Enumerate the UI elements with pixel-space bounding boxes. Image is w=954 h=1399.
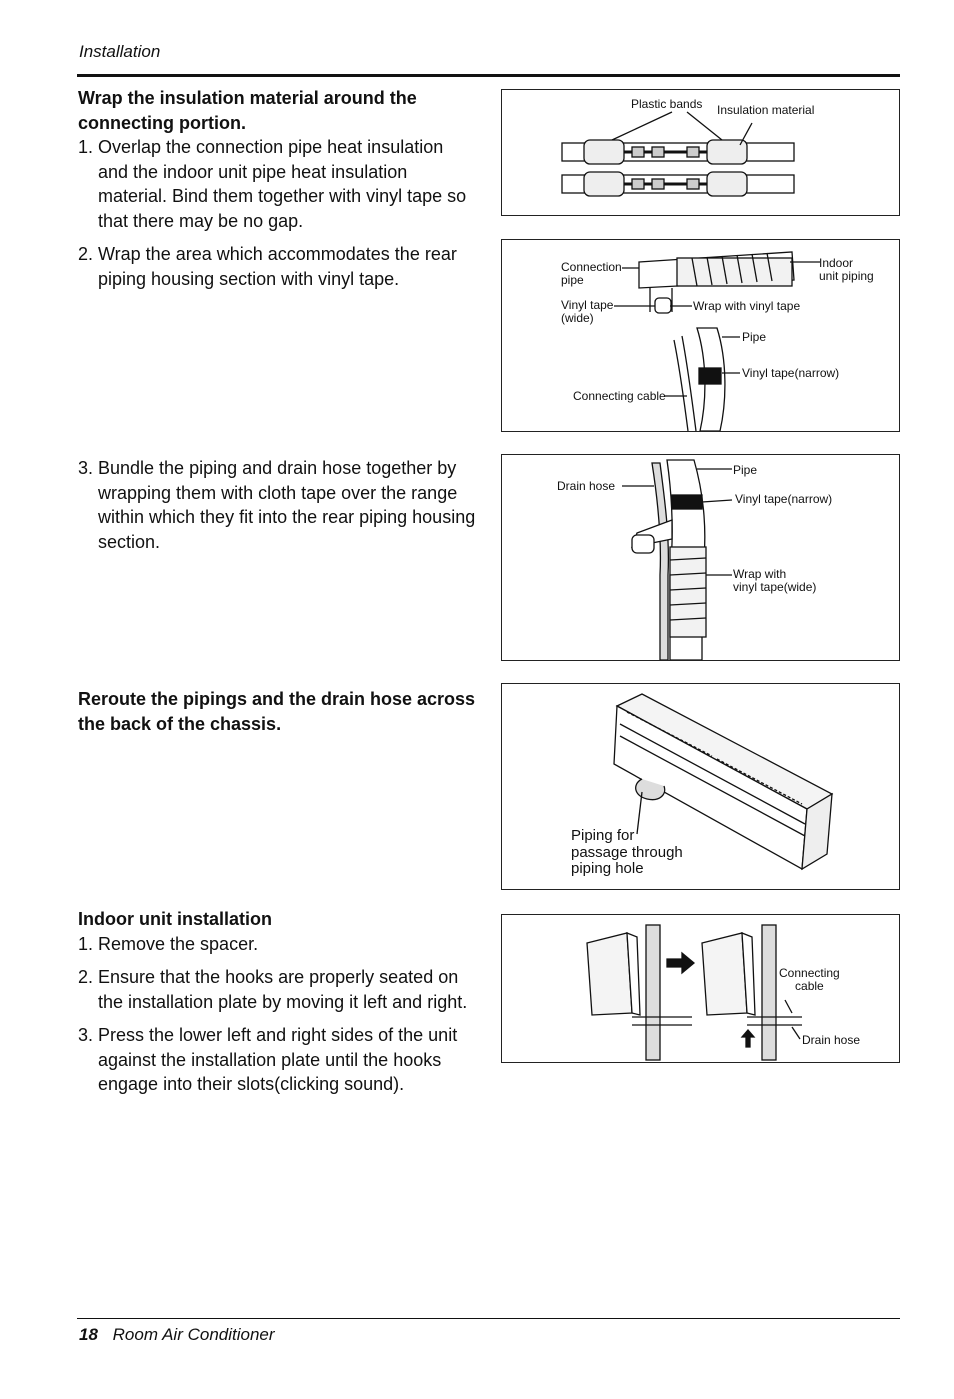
step-text: Press the lower left and right sides of the unit against the installation plate until the hooks engage into their slots(clicking sound). [98, 1025, 458, 1094]
footer-rule [77, 1318, 900, 1319]
label-piping-passage: Piping for passage through piping hole [571, 827, 683, 877]
section-heading: Wrap the insulation material around the connecting portion. [78, 88, 417, 133]
label-vinyl-tape-narrow: Vinyl tape(narrow) [742, 366, 840, 380]
step-number: 3. [78, 458, 94, 478]
section-indoor-unit [78, 907, 478, 1097]
label-plastic-bands: Plastic bands [631, 97, 703, 111]
step-text: Bundle the piping and drain hose together by wrapping them with cloth tape over the range within which they fit into the rear piping housing section. [98, 458, 476, 552]
label-wrap-with-wide: Wrap with vinyl tape(wide) [733, 567, 817, 594]
footer-title: Room Air Conditioner [112, 1325, 275, 1344]
step-text: Overlap the connection pipe heat insulation and the indoor unit pipe heat insulation material. Bind them together with vinyl tape so that there may be no gap. [98, 137, 467, 231]
step-item [78, 965, 478, 1014]
page-number: 18 [79, 1325, 98, 1344]
running-header: Installation [79, 42, 161, 61]
figure-indoor-unit-mounting [501, 914, 900, 1063]
chassis-illustration [502, 684, 899, 889]
label-vinyl-tape-narrow: Vinyl tape(narrow) [735, 492, 833, 506]
label-vinyl-tape-wide: Vinyl tape (wide) [561, 298, 614, 325]
step-item [78, 242, 478, 291]
step-item [78, 1023, 478, 1097]
step-item [78, 135, 478, 233]
section-reroute-heading: Reroute the pipings and the drain hose across the back of the chassis. [78, 689, 476, 734]
label-indoor-unit-piping: Indoor unit piping [819, 256, 874, 283]
step-number: 2. [78, 244, 94, 264]
step-text: Ensure that the hooks are properly seated on the installation plate by moving it left and right. [98, 967, 468, 1012]
label-wrap-with-vinyl-tape: Wrap with vinyl tape [693, 299, 801, 313]
step-item [78, 932, 478, 957]
step-number: 2. [78, 967, 94, 987]
section-heading: Indoor unit installation [78, 909, 272, 929]
label-pipe: Pipe [733, 463, 758, 477]
figure-rear-piping-wrap [501, 239, 900, 432]
step-text: Remove the spacer. [98, 933, 259, 954]
label-connecting-cable: Connecting cable [779, 966, 840, 993]
step-number: 1. [78, 137, 94, 157]
figure-indoor-unit-chassis [501, 683, 900, 890]
figure-bundle-drain-hose [501, 454, 900, 661]
label-connection-pipe: Connection pipe [561, 260, 622, 287]
section-wrap-insulation [78, 86, 478, 291]
label-drain-hose: Drain hose [802, 1033, 861, 1047]
label-drain-hose: Drain hose [557, 479, 616, 493]
header-rule [77, 74, 900, 77]
page-footer [79, 1325, 275, 1345]
step-number: 1. [78, 933, 94, 954]
step-number: 3. [78, 1025, 94, 1045]
section-bundle [78, 456, 478, 554]
step-text: Wrap the area which accommodates the rear piping housing section with vinyl tape. [98, 244, 457, 289]
step-item [78, 456, 478, 554]
label-pipe: Pipe [742, 330, 767, 344]
figure-insulation-overlap [501, 89, 900, 216]
label-insulation-material: Insulation material [717, 103, 815, 117]
label-connecting-cable: Connecting cable [573, 389, 666, 403]
